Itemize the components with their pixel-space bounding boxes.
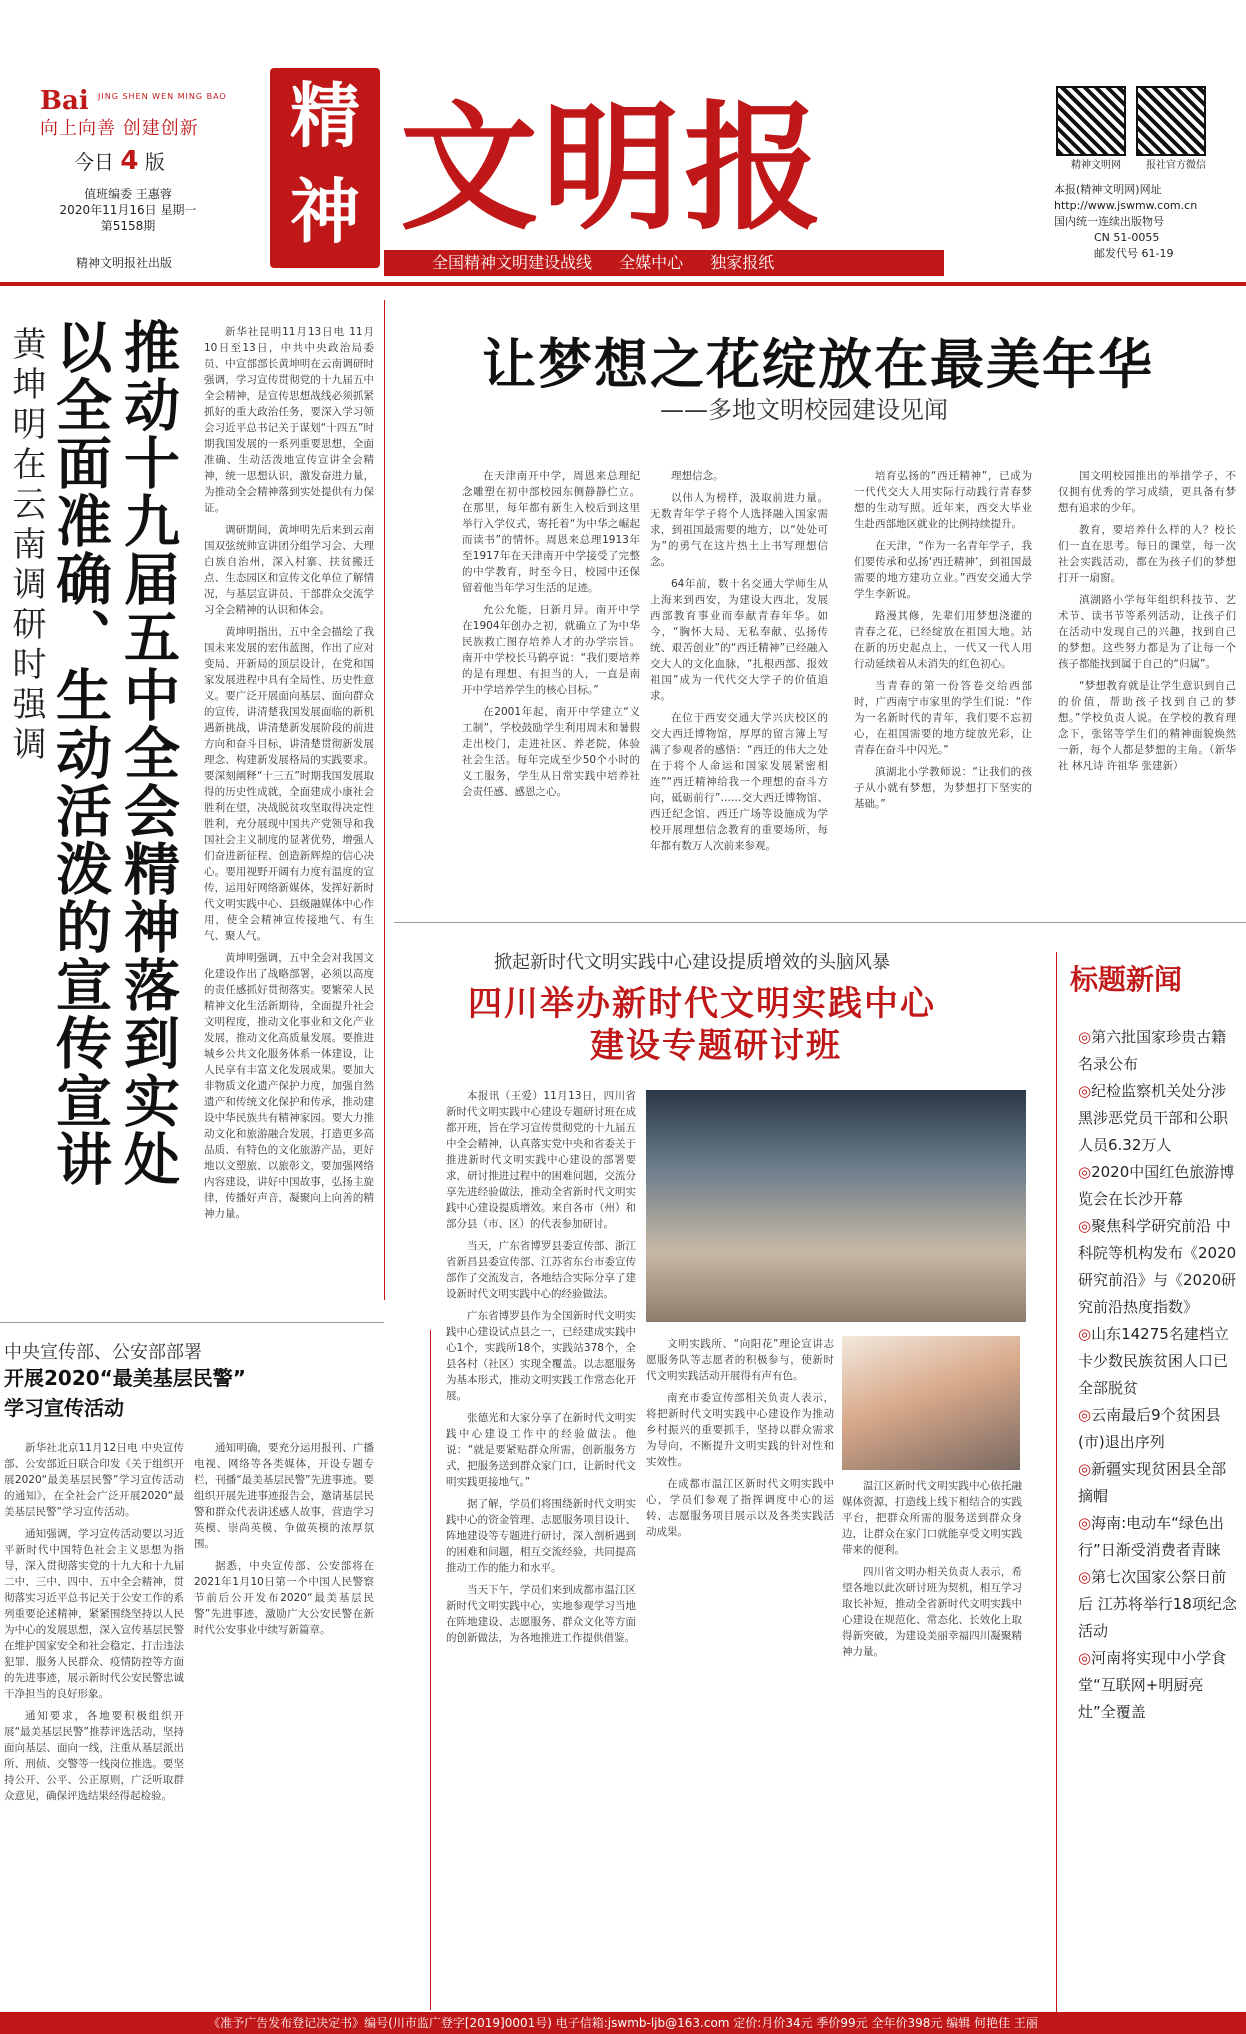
footer-bar: 《准予广告发布登记决定书》编号(川市监广登字[2019]0001号) 电子信箱:jswmb-ljb@163.com 定价:月价34元 季价99元 全年价398元 编辑 何艳佳 王丽	[0, 2012, 1246, 2034]
story-dream-subtitle: ——多地文明校园建设见闻	[660, 396, 948, 424]
today-pages: 今日 4 版	[74, 146, 165, 176]
circle-bullet-icon: ◎	[1078, 1514, 1092, 1532]
qr-code-website[interactable]	[1056, 86, 1136, 171]
column-divider	[430, 1330, 431, 2010]
newspaper-title: 文明报	[400, 86, 827, 249]
circle-bullet-icon: ◎	[1078, 1460, 1092, 1478]
qr-code-wechat[interactable]	[1136, 86, 1216, 171]
headline-item[interactable]: ◎云南最后9个贫困县(市)退出序列	[1078, 1406, 1221, 1451]
story-police-col-1: 新华社北京11月12日电 中央宣传部、公安部近日联合印发《关于组织开展2020“最美基层民警”学习宣传活动的通知》，在全社会广泛开展2020“最美基层民警”学习宣传活动。 通知强调，学习宣传活动要以习近平新时代中国特色社会主义思想为指导，深入贯彻落实党的十九大和十九届二中、三中、四中、五中全会精神，贯彻落实习近平总书记关于公安工作的系列重要论述精神，紧紧围绕坚持以人民为中心的发展思想，深入宣传基层民警在维护国家安全和社会稳定、打击违法犯罪、服务人民群众、疫情防控等方面的先进事迹，展示新时代公安民警忠诚干净担当的良好形象。 通知要求，各地要积极组织开展“最美基层民警”推荐评选活动，坚持面向基层、面向一线，注重从基层派出所、刑侦、交警等一线岗位推选。要坚持公开、公平、公正原则，广泛听取群众意见，确保评选结果经得起检验。	[4, 1442, 184, 1802]
qr-label: 报社官方微信	[1146, 160, 1206, 171]
headline-item[interactable]: ◎第六批国家珍贵古籍名录公布	[1078, 1028, 1227, 1073]
headline-item[interactable]: ◎山东14275名建档立卡少数民族贫困人口已全部脱贫	[1078, 1325, 1229, 1397]
section-divider	[0, 1322, 384, 1323]
story-huang-body: 新华社昆明11月13日电 11月10日至13日，中共中央政治局委员、中宣部部长黄坤明在云南调研时强调，学习宣传贯彻党的十九届五中全会精神，是宣传思想战线必须抓紧抓好的重大政治任务，要深入学习领会习近平总书记关于谋划“十四五”时期我国发展的一系列重要思想，全面准确、生动活泼地宣传宣讲全会精神，统一思想认识，激发奋进力量，为推动全会精神落到实处提供有力保证。 调研期间，黄坤明先后来到云南国双弦统帅宣讲团分组学习会、大理白族自治州，深入村寨、扶贫搬迁点、生态园区和宣传文化单位了解情况，与基层宣讲员、干部群众交流学习全会精神的认识和体会。 黄坤明指出，五中全会描绘了我国未来发展的宏伟蓝图，作出了应对变局、开新局的顶层设计，在党和国家发展进程中具有全局性、历史性意义。要广泛开展面向基层、面向群众的宣传，讲清楚我国发展面临的新机遇新挑战，讲清楚新发展阶段的前进方向和奋斗目标，讲清楚贯彻新发展理念、构建新发展格局的实践要求。要深刻阐释“十三五”时期我国发展取得的历史性成就，全面建成小康社会胜利在望，决战脱贫攻坚取得决定性胜利，充分展现中国共产党领导和我国社会主义制度的显著优势，增强人们奋进新征程、创造新辉煌的信心决心。要用视野开阔有力度有温度的宣传，运用好网络新媒体，发挥好新时代文明实践中心、县级融媒体中心作用，使全会精神宣传接地气、有生气、聚人气。 黄坤明强调，五中全会对我国文化建设作出了战略部署，必须以高度的责任感抓好贯彻落实。要繁荣人民精神文化生活新期待，全面提升社会文明程度，推动文化事业和文化产业发展，推动文化高质量发展。要推进城乡公共文化服务体系一体建设，让人民享有丰富文化发展成果。要加大非物质文化遗产保护力度，加强自然遗产和传统文化保护和传承，推动建设中华民族共有精神家园。要大力推动文化和旅游融合发展，打造更多高品质、有特色的文化旅游产品，更好地以文塑旅、以旅彰文，要加强网络内容建设，讲好中国故事，弘扬主旋律，传播好声音，凝聚向上向善的精神力量。	[204, 326, 374, 1220]
story-dream-title: 让梦想之花绽放在最美年华	[482, 332, 1154, 396]
story-sichuan-col-2: 文明实践所、“向阳花”理论宣讲志愿服务队等志愿者的积极参与，使新时代文明实践活动开展得有声有色。 南充市委宣传部相关负责人表示，将把新时代文明实践中心建设作为推动乡村振兴的重要抓手，坚持以群众需求为导向，不断提升文明实践的针对性和实效性。 在成都市温江区新时代文明实践中心，学员们参观了指挥调度中心的运转、志愿服务项目展示以及各类实践活动成果。	[646, 1338, 834, 1538]
circle-bullet-icon: ◎	[1078, 1082, 1092, 1100]
circle-bullet-icon: ◎	[1078, 1217, 1092, 1235]
channel-nav	[384, 250, 944, 276]
story-huang-side-title: 黄坤明在云南调研时强调	[6, 326, 46, 766]
story-sichuan-title-1: 四川举办新时代文明实践中心	[468, 984, 936, 1024]
headline-item[interactable]: ◎第七次国家公祭日前后 江苏将举行18项纪念活动	[1078, 1568, 1237, 1640]
qr-label: 精神文明网	[1071, 160, 1121, 171]
masthead-info: 本报(精神文明网)网址 http://www.jswmw.com.cn 国内统一连续出版物号 CN 51-0055 邮发代号 61-19	[1054, 183, 1198, 260]
headline-news-title: 标题新闻	[1070, 963, 1183, 996]
circle-bullet-icon: ◎	[1078, 1325, 1092, 1343]
brand-logo: Bai	[40, 86, 89, 116]
circle-bullet-icon: ◎	[1078, 1568, 1092, 1586]
photo-practice-center	[842, 1336, 1020, 1470]
story-police-col-2: 通知明确，要充分运用报刊、广播电视、网络等各类媒体，开设专题专栏，刊播“最美基层民警”先进事迹。要组织开展先进事迹报告会，邀请基层民警和群众代表讲述感人故事，营造学习英模、崇尚英模、争做英模的浓厚氛围。 据悉，中央宣传部、公安部将在2021年1月10日第一个中国人民警察节前后公开发布2020“最美基层民警”先进事迹，激励广大公安民警在新时代公安事业中续写新篇章。	[194, 1442, 374, 1636]
qr-icon	[1056, 86, 1126, 156]
headline-item[interactable]: ◎新疆实现贫困县全部摘帽	[1078, 1460, 1227, 1505]
circle-bullet-icon: ◎	[1078, 1028, 1092, 1046]
story-sichuan-col-3: 温江区新时代文明实践中心依托融媒体资源，打造线上线下相结合的实践平台，把群众所需的服务送到群众身边，让群众在家门口就能享受文明实践带来的便利。 四川省文明办相关负责人表示，希望各地以此次研讨班为契机，相互学习取长补短，推动全省新时代文明实践中心建设在规范化、常态化、长效化上取得新突破，为建设美丽幸福四川凝聚精神力量。	[842, 1480, 1022, 1658]
story-sichuan-col-1: 本报讯（王爱）11月13日，四川省新时代文明实践中心建设专题研讨班在成都开班，旨在学习宣传贯彻党的十九届五中全会精神，认真落实党中央和省委关于推进新时代文明实践中心建设的部署要求，研讨推进过程中的困难问题，交流分享先进经验做法，推动全省新时代文明实践中心建设提质增效。来自各市（州）和部分县（市、区）的代表参加研讨。 当天，广东省博罗县委宣传部、浙江省新昌县委宣传部、江苏省东台市委宣传部作了交流发言，各地结合实际分享了建设新时代文明实践中心的经验做法。 广东省博罗县作为全国新时代文明实践中心建设试点县之一，已经建成实践中心1个，实践所18个，实践站378个，全县各村（社区）实现全覆盖。以志愿服务为基本形式，推动文明实践工作常态化开展。 张德光和大家分享了在新时代文明实践中心建设工作中的经验做法。他说：“就是要紧贴群众所需，创新服务方式，把服务送到群众家门口，让新时代文明实践更接地气。” 据了解，学员们将围绕新时代文明实践中心的资金管理、志愿服务项目设计、阵地建设等专题进行研讨，深入剖析遇到的困难和问题，相互交流经验，共同提高推动工作的能力和水平。 当天下午，学员们来到成都市温江区新时代文明实践中心，实地参观学习当地在阵地建设、志愿服务、群众文化等方面的创新做法，为各地推进工作提供借鉴。	[446, 1090, 636, 1644]
photo-seminar	[646, 1090, 1026, 1322]
story-huang-title-2: 以全面准确、生动活泼的宣传宣讲	[47, 318, 113, 1188]
story-sichuan-title-2: 建设专题研讨班	[590, 1026, 842, 1066]
issue-meta: 值班编委 王惠蓉 2020年11月16日 星期一 第5158期	[59, 187, 197, 233]
brand-pinyin: JING SHEN WEN MING BAO	[98, 92, 227, 101]
story-police-title: 开展2020“最美基层民警”	[4, 1366, 246, 1390]
story-police-kicker: 中央宣传部、公安部部署	[4, 1342, 202, 1363]
story-huang-title-1: 推动十九届五中全会精神落到实处	[115, 318, 181, 1188]
qr-icon	[1136, 86, 1206, 156]
masthead-rule	[0, 282, 1246, 286]
nav-item[interactable]: 全媒中心	[619, 253, 684, 272]
publisher: 精神文明报社出版	[76, 256, 173, 270]
section-divider	[394, 922, 1246, 923]
circle-bullet-icon: ◎	[1078, 1163, 1092, 1181]
story-sichuan-kicker: 掀起新时代文明实践中心建设提质增效的头脑风暴	[494, 952, 890, 973]
headline-news-list	[1078, 1024, 1238, 1726]
nav-item[interactable]: 全国精神文明建设战线	[432, 253, 593, 272]
headline-item[interactable]: ◎聚焦科学研究前沿 中科院等机构发布《2020研究前沿》与《2020研究前沿热度指数》	[1078, 1217, 1237, 1316]
slogan: 向上向善 创建创新	[40, 118, 199, 139]
headline-item[interactable]: ◎海南:电动车“绿色出行”日渐受消费者青睐	[1078, 1514, 1224, 1559]
circle-bullet-icon: ◎	[1078, 1406, 1092, 1424]
headline-item[interactable]: ◎2020中国红色旅游博览会在长沙开幕	[1078, 1163, 1235, 1208]
seal-logo: 精神	[270, 68, 380, 268]
headline-item[interactable]: ◎纪检监察机关处分涉黑涉恶党员干部和公职人员6.32万人	[1078, 1082, 1229, 1154]
story-police-subtitle: 学习宣传活动	[4, 1396, 124, 1420]
headline-item[interactable]: ◎河南将实现中小学食堂“互联网+明厨亮灶”全覆盖	[1078, 1649, 1227, 1721]
nav-item[interactable]: 独家报纸	[710, 253, 775, 272]
column-divider	[384, 300, 385, 1300]
circle-bullet-icon: ◎	[1078, 1649, 1092, 1667]
story-dream-body: 在天津南开中学，周恩来总理纪念雕塑在初中部校园东侧静静伫立。在那里，每年都有新生入校后到这里举行入学仪式，寄托着“为中华之崛起而读书”的情怀。周恩来总理1913年至1917年在天津南开中学接受了完整的中学教育，时至今日，校园中还保留着他当年学习生活的足迹。 允公允能，日新月异。南开中学在1904年创办之初，就确立了为中华民族救亡图存培养人才的办学宗旨。南开中学校长马鹤亭说：“我们要培养的是有理想、有担当的人，一直是南开中学培养学生的核心目标。” 在2001年起，南开中学建立“义工制”，学校鼓励学生利用周末和暑假走出校门，走进社区、养老院，体验社会生活。每年完成至少50个小时的义工服务，学生从日常实践中培养社会责任感、感恩之心。 理想信念。 以伟人为榜样，汲取前进力量。无数青年学子将个人选择融入国家需求，到祖国最需要的地方，以“处处可为”的勇气在这片热土上书写理想信念。 64年前，数十名交通大学师生从上海来到西安，为建设大西北，发展西部教育事业而奉献青春年华。如今，“胸怀大局、无私奉献、弘扬传统、艰苦创业”的“西迁精神”已经融入交大人的文化血脉，“扎根西部、报效祖国”成为一代代交大学子的价值追求。 在位于西安交通大学兴庆校区的交大西迁博物馆，厚厚的留言簿上写满了参观者的感悟：“西迁的伟大之处在于将个人命运和国家发展紧密相连”“西迁精神给我一个理想的奋斗方向，砥砺前行”……交大西迁博物馆、西迁纪念馆、西迁广场等设施成为学校开展理想信念教育的重要场所，每年都有数万人次前来参观。 培育弘扬的“西迁精神”，已成为一代代交大人用实际行动践行青春梦想的生动写照。近年来，西交大毕业生赴西部地区就业的比例持续提升。 在天津，“作为一名青年学子，我们要传承和弘扬‘西迁精神’，到祖国最需要的地方建功立业。”西安交通大学学生李新说。 路漫其修，先辈们用梦想浇灌的青春之花，已经绽放在祖国大地。站在新的历史起点上，一代又一代人用行动延续着从未消失的红色初心。 当青春的第一份答卷交给西部时，广西南宁市家里的学生们说：“作为一名新时代的青年，我们要不忘初心，在祖国需要的地方绽放光彩，让青春在奋斗中闪光。” 滇湖北小学教师说：“让我们的孩子从小就有梦想，为梦想打下坚实的基础。” 国文明校园推出的举措学子，不仅拥有优秀的学习成绩，更具备有梦想有追求的少年。 教育，要培养什么样的人？校长们一直在思考。每日的课堂，每一次社会实践活动，都在为孩子们的梦想打开一扇窗。 滇湖路小学每年组织科技节、艺术节、读书节等系列活动，让孩子们在活动中发现自己的兴趣，找到自己的梦想。这些努力都是为了让每一个孩子都能找到属于自己的“归属”。 “梦想教育就是让学生意识到自己的价值，帮助孩子找到自己的梦想。”学校负责人说。在学校的教育理念下，张铭等学生们的精神面貌焕然一新，每个人都是梦想的主角。（新华社 林凡诗 许祖华 张建新）	[462, 470, 1236, 852]
